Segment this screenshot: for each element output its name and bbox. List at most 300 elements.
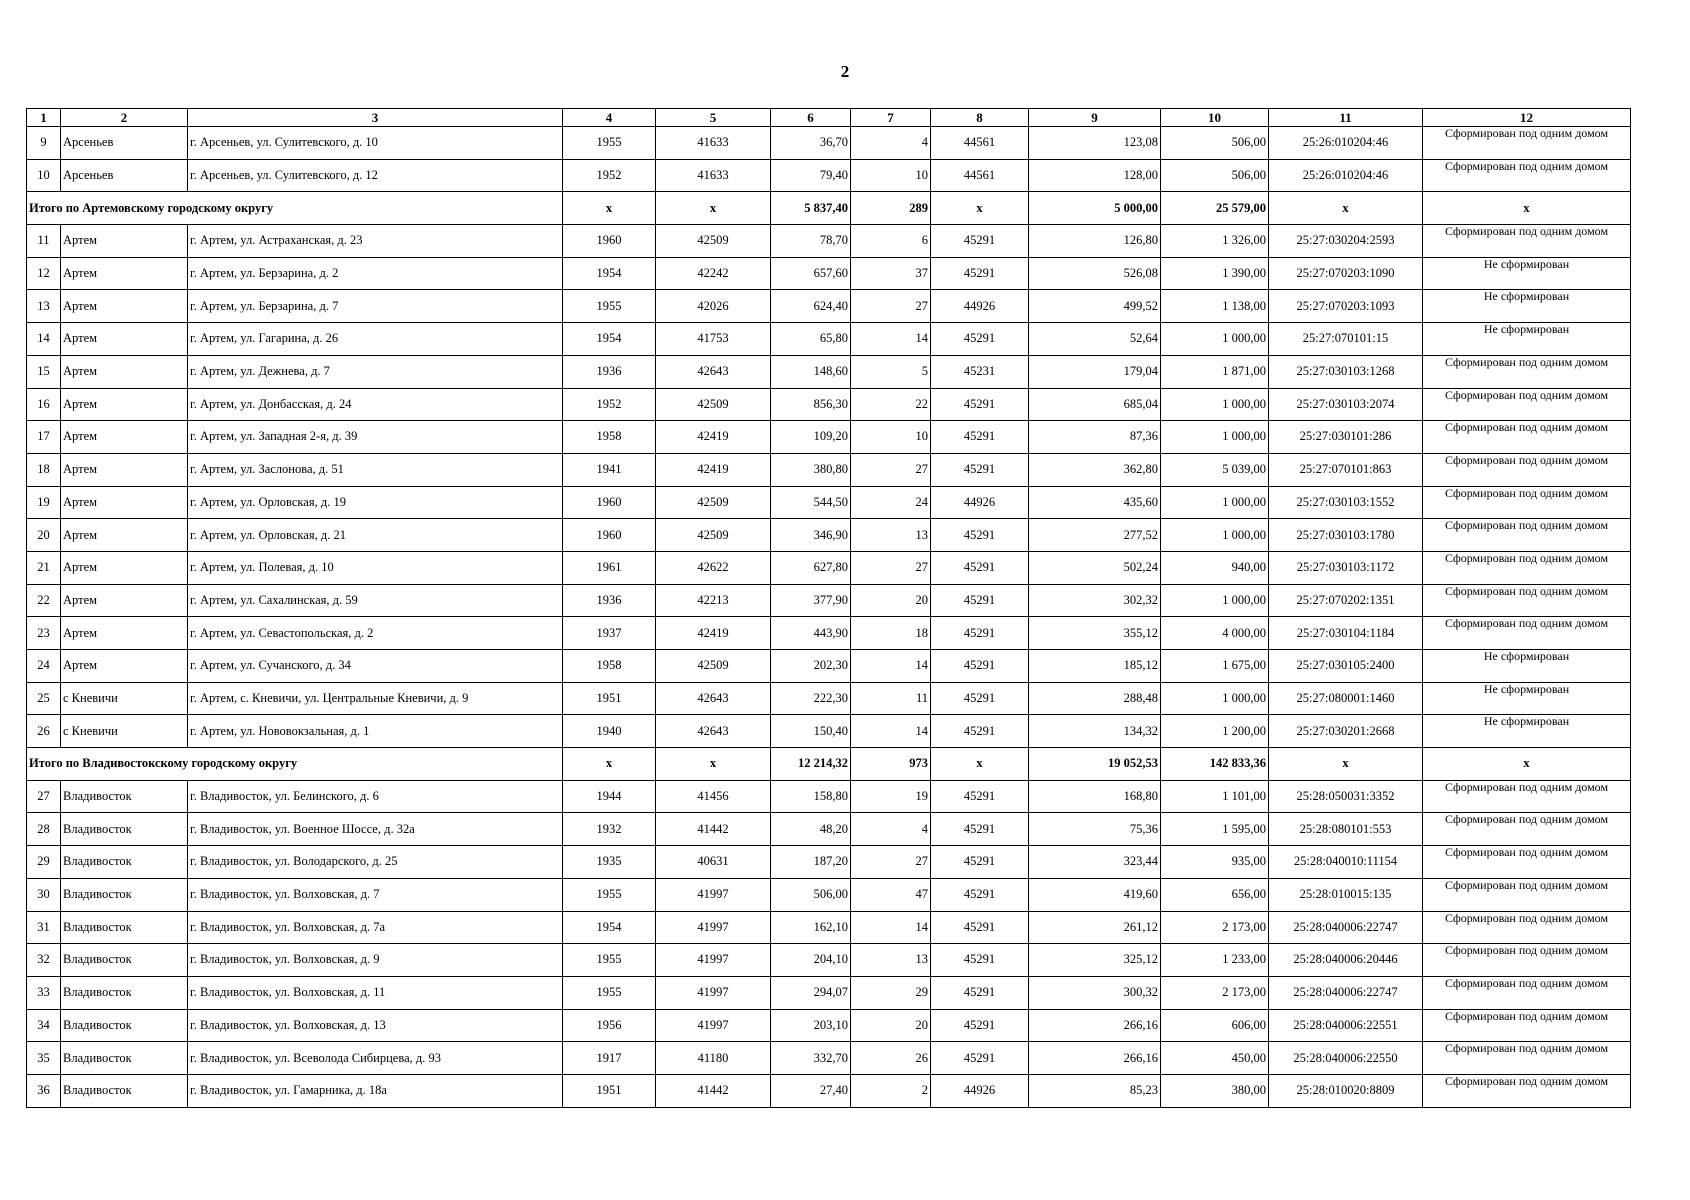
count-cell: 20: [851, 1009, 931, 1042]
date-code-cell: 41442: [656, 1074, 771, 1107]
year-built-cell: 1937: [563, 617, 656, 650]
value-10-cell: 1 595,00: [1161, 813, 1269, 846]
table-row: [27, 1009, 1631, 1042]
subtotal-cell: x: [931, 748, 1029, 781]
value-10-cell: 380,00: [1161, 1074, 1269, 1107]
row-number-cell: 17: [27, 421, 61, 454]
row-number-cell: 27: [27, 780, 61, 813]
value-10-cell: 1 000,00: [1161, 519, 1269, 552]
locality-cell: Артем: [61, 323, 188, 356]
date-code-2-cell: 44926: [931, 290, 1029, 323]
cadastral-number-cell: 25:27:030105:2400: [1269, 650, 1423, 683]
date-code-2-cell: 44561: [931, 159, 1029, 192]
date-code-2-cell: 45291: [931, 911, 1029, 944]
column-number-row: [27, 109, 1631, 127]
table-header: [27, 109, 1631, 127]
address-cell: г. Владивосток, ул. Волховская, д. 13: [188, 1009, 563, 1042]
date-code-2-cell: 45291: [931, 388, 1029, 421]
date-code-cell: 41753: [656, 323, 771, 356]
subtotal-cell: 25 579,00: [1161, 192, 1269, 225]
locality-cell: Артем: [61, 650, 188, 683]
locality-cell: Арсеньев: [61, 159, 188, 192]
area-cell: 346,90: [771, 519, 851, 552]
area-cell: 158,80: [771, 780, 851, 813]
area-cell: 187,20: [771, 846, 851, 879]
table-row: [27, 584, 1631, 617]
date-code-cell: 42643: [656, 355, 771, 388]
value-10-cell: 1 000,00: [1161, 682, 1269, 715]
date-code-cell: 41997: [656, 911, 771, 944]
table-body: [27, 127, 1631, 1108]
count-cell: 27: [851, 551, 931, 584]
subtotal-cell: x: [563, 192, 656, 225]
address-cell: г. Артем, ул. Заслонова, д. 51: [188, 453, 563, 486]
year-built-cell: 1960: [563, 486, 656, 519]
address-cell: г. Артем, ул. Нововокзальная, д. 1: [188, 715, 563, 748]
area-cell: 377,90: [771, 584, 851, 617]
row-number-cell: 34: [27, 1009, 61, 1042]
land-status-cell: Сформирован под одним домом: [1423, 976, 1631, 1009]
count-cell: 26: [851, 1042, 931, 1075]
table-row: [27, 551, 1631, 584]
value-10-cell: 606,00: [1161, 1009, 1269, 1042]
date-code-cell: 41997: [656, 878, 771, 911]
date-code-2-cell: 45291: [931, 878, 1029, 911]
year-built-cell: 1954: [563, 257, 656, 290]
locality-cell: Владивосток: [61, 944, 188, 977]
count-cell: 27: [851, 290, 931, 323]
locality-cell: Владивосток: [61, 1074, 188, 1107]
year-built-cell: 1935: [563, 846, 656, 879]
table-row: [27, 1074, 1631, 1107]
date-code-cell: 42509: [656, 225, 771, 258]
cadastral-number-cell: 25:27:070101:15: [1269, 323, 1423, 356]
land-status-cell: Не сформирован: [1423, 682, 1631, 715]
cadastral-number-cell: 25:27:030104:1184: [1269, 617, 1423, 650]
date-code-2-cell: 45291: [931, 682, 1029, 715]
value-9-cell: 435,60: [1029, 486, 1161, 519]
column-number-header: 9: [1029, 109, 1161, 127]
count-cell: 27: [851, 846, 931, 879]
count-cell: 37: [851, 257, 931, 290]
land-status-cell: Сформирован под одним домом: [1423, 846, 1631, 879]
land-status-cell: Сформирован под одним домом: [1423, 453, 1631, 486]
count-cell: 24: [851, 486, 931, 519]
date-code-2-cell: 45291: [931, 976, 1029, 1009]
area-cell: 443,90: [771, 617, 851, 650]
address-cell: г. Артем, ул. Донбасская, д. 24: [188, 388, 563, 421]
count-cell: 4: [851, 813, 931, 846]
address-cell: г. Артем, ул. Берзарина, д. 2: [188, 257, 563, 290]
value-9-cell: 499,52: [1029, 290, 1161, 323]
table-row: [27, 519, 1631, 552]
value-9-cell: 266,16: [1029, 1009, 1161, 1042]
value-10-cell: 1 000,00: [1161, 388, 1269, 421]
year-built-cell: 1961: [563, 551, 656, 584]
table-row: [27, 159, 1631, 192]
row-number-cell: 9: [27, 127, 61, 160]
row-number-cell: 35: [27, 1042, 61, 1075]
cadastral-number-cell: 25:27:030103:1552: [1269, 486, 1423, 519]
count-cell: 18: [851, 617, 931, 650]
land-status-cell: Сформирован под одним домом: [1423, 1009, 1631, 1042]
address-cell: г. Артем, ул. Сучанского, д. 34: [188, 650, 563, 683]
table-row: [27, 682, 1631, 715]
count-cell: 2: [851, 1074, 931, 1107]
address-cell: г. Владивосток, ул. Волховская, д. 7а: [188, 911, 563, 944]
date-code-cell: 41997: [656, 944, 771, 977]
date-code-cell: 42509: [656, 519, 771, 552]
year-built-cell: 1956: [563, 1009, 656, 1042]
value-9-cell: 123,08: [1029, 127, 1161, 160]
cadastral-number-cell: 25:27:030101:286: [1269, 421, 1423, 454]
cadastral-number-cell: 25:27:030103:1780: [1269, 519, 1423, 552]
table-row: [27, 911, 1631, 944]
year-built-cell: 1944: [563, 780, 656, 813]
date-code-cell: 42026: [656, 290, 771, 323]
count-cell: 14: [851, 650, 931, 683]
land-status-cell: Сформирован под одним домом: [1423, 1074, 1631, 1107]
land-status-cell: Не сформирован: [1423, 323, 1631, 356]
count-cell: 14: [851, 323, 931, 356]
row-number-cell: 13: [27, 290, 61, 323]
address-cell: г. Владивосток, ул. Всеволода Сибирцева, д. 93: [188, 1042, 563, 1075]
value-10-cell: 1 233,00: [1161, 944, 1269, 977]
value-10-cell: 1 326,00: [1161, 225, 1269, 258]
page-number: 2: [840, 62, 850, 81]
locality-cell: Владивосток: [61, 1042, 188, 1075]
address-cell: г. Артем, ул. Дежнева, д. 7: [188, 355, 563, 388]
land-status-cell: Сформирован под одним домом: [1423, 421, 1631, 454]
address-cell: г. Арсеньев, ул. Сулитевского, д. 10: [188, 127, 563, 160]
column-number-header: 8: [931, 109, 1029, 127]
date-code-2-cell: 45291: [931, 715, 1029, 748]
date-code-cell: 42509: [656, 650, 771, 683]
subtotal-cell: x: [656, 192, 771, 225]
date-code-cell: 42419: [656, 421, 771, 454]
cadastral-number-cell: 25:27:030204:2593: [1269, 225, 1423, 258]
row-number-cell: 16: [27, 388, 61, 421]
address-cell: г. Арсеньев, ул. Сулитевского, д. 12: [188, 159, 563, 192]
area-cell: 202,30: [771, 650, 851, 683]
row-number-cell: 23: [27, 617, 61, 650]
date-code-2-cell: 44926: [931, 1074, 1029, 1107]
subtotal-row: [27, 192, 1631, 225]
subtotal-cell: 19 052,53: [1029, 748, 1161, 781]
year-built-cell: 1951: [563, 682, 656, 715]
cadastral-number-cell: 25:27:030103:1172: [1269, 551, 1423, 584]
value-10-cell: 2 173,00: [1161, 911, 1269, 944]
year-built-cell: 1954: [563, 911, 656, 944]
date-code-2-cell: 45291: [931, 780, 1029, 813]
table-row: [27, 1042, 1631, 1075]
year-built-cell: 1954: [563, 323, 656, 356]
cadastral-number-cell: 25:28:040006:22747: [1269, 911, 1423, 944]
land-status-cell: Сформирован под одним домом: [1423, 780, 1631, 813]
value-9-cell: 277,52: [1029, 519, 1161, 552]
value-9-cell: 323,44: [1029, 846, 1161, 879]
locality-cell: Артем: [61, 290, 188, 323]
row-number-cell: 20: [27, 519, 61, 552]
address-cell: г. Владивосток, ул. Волховская, д. 11: [188, 976, 563, 1009]
subtotal-cell: x: [931, 192, 1029, 225]
row-number-cell: 11: [27, 225, 61, 258]
row-number-cell: 22: [27, 584, 61, 617]
value-10-cell: 2 173,00: [1161, 976, 1269, 1009]
land-status-cell: Сформирован под одним домом: [1423, 225, 1631, 258]
locality-cell: с Кневичи: [61, 715, 188, 748]
land-status-cell: Сформирован под одним домом: [1423, 127, 1631, 160]
value-9-cell: 685,04: [1029, 388, 1161, 421]
locality-cell: Артем: [61, 225, 188, 258]
value-10-cell: 940,00: [1161, 551, 1269, 584]
cadastral-number-cell: 25:28:040006:22550: [1269, 1042, 1423, 1075]
year-built-cell: 1955: [563, 127, 656, 160]
date-code-2-cell: 45291: [931, 225, 1029, 258]
count-cell: 4: [851, 127, 931, 160]
cadastral-number-cell: 25:27:070203:1093: [1269, 290, 1423, 323]
table-row: [27, 878, 1631, 911]
value-9-cell: 179,04: [1029, 355, 1161, 388]
row-number-cell: 29: [27, 846, 61, 879]
column-number-header: 7: [851, 109, 931, 127]
date-code-2-cell: 45291: [931, 421, 1029, 454]
table-row: [27, 421, 1631, 454]
date-code-2-cell: 45231: [931, 355, 1029, 388]
land-status-cell: Сформирован под одним домом: [1423, 1042, 1631, 1075]
date-code-2-cell: 44561: [931, 127, 1029, 160]
address-cell: г. Артем, ул. Полевая, д. 10: [188, 551, 563, 584]
cadastral-number-cell: 25:28:080101:553: [1269, 813, 1423, 846]
table-row: [27, 813, 1631, 846]
cadastral-number-cell: 25:27:030201:2668: [1269, 715, 1423, 748]
year-built-cell: 1958: [563, 650, 656, 683]
value-9-cell: 168,80: [1029, 780, 1161, 813]
value-10-cell: 4 000,00: [1161, 617, 1269, 650]
year-built-cell: 1952: [563, 159, 656, 192]
date-code-2-cell: 45291: [931, 257, 1029, 290]
year-built-cell: 1960: [563, 225, 656, 258]
area-cell: 148,60: [771, 355, 851, 388]
subtotal-cell: x: [656, 748, 771, 781]
date-code-2-cell: 44926: [931, 486, 1029, 519]
count-cell: 47: [851, 878, 931, 911]
subtotal-label: Итого по Владивостокскому городскому округу: [27, 748, 563, 781]
area-cell: 79,40: [771, 159, 851, 192]
address-cell: г. Владивосток, ул. Военное Шоссе, д. 32а: [188, 813, 563, 846]
land-status-cell: Сформирован под одним домом: [1423, 519, 1631, 552]
value-9-cell: 75,36: [1029, 813, 1161, 846]
year-built-cell: 1960: [563, 519, 656, 552]
land-status-cell: Не сформирован: [1423, 290, 1631, 323]
locality-cell: Владивосток: [61, 780, 188, 813]
address-cell: г. Артем, с. Кневичи, ул. Центральные Кневичи, д. 9: [188, 682, 563, 715]
cadastral-number-cell: 25:28:050031:3352: [1269, 780, 1423, 813]
table-row: [27, 127, 1631, 160]
value-9-cell: 502,24: [1029, 551, 1161, 584]
locality-cell: Артем: [61, 551, 188, 584]
land-status-cell: Сформирован под одним домом: [1423, 617, 1631, 650]
value-9-cell: 302,32: [1029, 584, 1161, 617]
row-number-cell: 12: [27, 257, 61, 290]
address-cell: г. Владивосток, ул. Володарского, д. 25: [188, 846, 563, 879]
subtotal-cell: x: [563, 748, 656, 781]
column-number-header: 6: [771, 109, 851, 127]
locality-cell: с Кневичи: [61, 682, 188, 715]
row-number-cell: 19: [27, 486, 61, 519]
value-9-cell: 355,12: [1029, 617, 1161, 650]
year-built-cell: 1936: [563, 584, 656, 617]
subtotal-cell: 5 837,40: [771, 192, 851, 225]
table-row: [27, 388, 1631, 421]
land-status-cell: Не сформирован: [1423, 257, 1631, 290]
row-number-cell: 32: [27, 944, 61, 977]
count-cell: 13: [851, 944, 931, 977]
cadastral-number-cell: 25:28:040006:20446: [1269, 944, 1423, 977]
table-row: [27, 323, 1631, 356]
address-cell: г. Артем, ул. Сахалинская, д. 59: [188, 584, 563, 617]
year-built-cell: 1932: [563, 813, 656, 846]
date-code-2-cell: 45291: [931, 846, 1029, 879]
area-cell: 544,50: [771, 486, 851, 519]
count-cell: 14: [851, 715, 931, 748]
column-number-header: 12: [1423, 109, 1631, 127]
value-9-cell: 288,48: [1029, 682, 1161, 715]
value-10-cell: 1 000,00: [1161, 486, 1269, 519]
subtotal-cell: 289: [851, 192, 931, 225]
table-row: [27, 650, 1631, 683]
area-cell: 506,00: [771, 878, 851, 911]
column-number-header: 1: [27, 109, 61, 127]
address-cell: г. Артем, ул. Орловская, д. 19: [188, 486, 563, 519]
table-row: [27, 225, 1631, 258]
cadastral-number-cell: 25:28:040006:22551: [1269, 1009, 1423, 1042]
row-number-cell: 24: [27, 650, 61, 683]
column-number-header: 3: [188, 109, 563, 127]
year-built-cell: 1955: [563, 290, 656, 323]
date-code-2-cell: 45291: [931, 1042, 1029, 1075]
count-cell: 29: [851, 976, 931, 1009]
locality-cell: Артем: [61, 453, 188, 486]
cadastral-number-cell: 25:28:010020:8809: [1269, 1074, 1423, 1107]
address-cell: г. Артем, ул. Западная 2-я, д. 39: [188, 421, 563, 454]
area-cell: 204,10: [771, 944, 851, 977]
value-10-cell: 1 000,00: [1161, 584, 1269, 617]
area-cell: 36,70: [771, 127, 851, 160]
locality-cell: Артем: [61, 388, 188, 421]
row-number-cell: 31: [27, 911, 61, 944]
land-status-cell: Сформирован под одним домом: [1423, 355, 1631, 388]
table-row: [27, 715, 1631, 748]
address-cell: г. Артем, ул. Астраханская, д. 23: [188, 225, 563, 258]
date-code-2-cell: 45291: [931, 519, 1029, 552]
value-9-cell: 300,32: [1029, 976, 1161, 1009]
locality-cell: Артем: [61, 486, 188, 519]
count-cell: 13: [851, 519, 931, 552]
date-code-cell: 40631: [656, 846, 771, 879]
table-row: [27, 453, 1631, 486]
date-code-cell: 42419: [656, 453, 771, 486]
value-10-cell: 656,00: [1161, 878, 1269, 911]
address-cell: г. Владивосток, ул. Волховская, д. 9: [188, 944, 563, 977]
area-cell: 856,30: [771, 388, 851, 421]
address-cell: г. Владивосток, ул. Белинского, д. 6: [188, 780, 563, 813]
land-status-cell: Сформирован под одним домом: [1423, 551, 1631, 584]
year-built-cell: 1952: [563, 388, 656, 421]
value-9-cell: 126,80: [1029, 225, 1161, 258]
table-row: [27, 944, 1631, 977]
land-status-cell: Сформирован под одним домом: [1423, 813, 1631, 846]
date-code-cell: 42509: [656, 486, 771, 519]
area-cell: 78,70: [771, 225, 851, 258]
land-status-cell: Сформирован под одним домом: [1423, 486, 1631, 519]
date-code-cell: 42643: [656, 682, 771, 715]
date-code-2-cell: 45291: [931, 1009, 1029, 1042]
count-cell: 6: [851, 225, 931, 258]
value-10-cell: 506,00: [1161, 127, 1269, 160]
value-9-cell: 52,64: [1029, 323, 1161, 356]
count-cell: 10: [851, 159, 931, 192]
locality-cell: Владивосток: [61, 911, 188, 944]
date-code-2-cell: 45291: [931, 944, 1029, 977]
table-row: [27, 355, 1631, 388]
date-code-2-cell: 45291: [931, 617, 1029, 650]
row-number-cell: 18: [27, 453, 61, 486]
area-cell: 162,10: [771, 911, 851, 944]
count-cell: 14: [851, 911, 931, 944]
area-cell: 65,80: [771, 323, 851, 356]
value-9-cell: 87,36: [1029, 421, 1161, 454]
locality-cell: Артем: [61, 355, 188, 388]
date-code-2-cell: 45291: [931, 551, 1029, 584]
land-status-cell: Сформирован под одним домом: [1423, 911, 1631, 944]
date-code-cell: 42622: [656, 551, 771, 584]
address-cell: г. Владивосток, ул. Гамарника, д. 18а: [188, 1074, 563, 1107]
date-code-2-cell: 45291: [931, 453, 1029, 486]
locality-cell: Владивосток: [61, 976, 188, 1009]
subtotal-cell: x: [1269, 192, 1423, 225]
value-10-cell: 1 200,00: [1161, 715, 1269, 748]
table-row: [27, 780, 1631, 813]
subtotal-cell: 973: [851, 748, 931, 781]
date-code-2-cell: 45291: [931, 813, 1029, 846]
count-cell: 10: [851, 421, 931, 454]
count-cell: 27: [851, 453, 931, 486]
year-built-cell: 1941: [563, 453, 656, 486]
column-number-header: 11: [1269, 109, 1423, 127]
table-row: [27, 257, 1631, 290]
subtotal-label: Итого по Артемовскому городскому округу: [27, 192, 563, 225]
cadastral-number-cell: 25:27:030103:2074: [1269, 388, 1423, 421]
column-number-header: 10: [1161, 109, 1269, 127]
cadastral-number-cell: 25:26:010204:46: [1269, 127, 1423, 160]
table-row: [27, 486, 1631, 519]
cadastral-number-cell: 25:27:070203:1090: [1269, 257, 1423, 290]
area-cell: 294,07: [771, 976, 851, 1009]
count-cell: 11: [851, 682, 931, 715]
value-10-cell: 1 101,00: [1161, 780, 1269, 813]
year-built-cell: 1936: [563, 355, 656, 388]
land-status-cell: Не сформирован: [1423, 715, 1631, 748]
count-cell: 20: [851, 584, 931, 617]
row-number-cell: 21: [27, 551, 61, 584]
cadastral-number-cell: 25:27:080001:1460: [1269, 682, 1423, 715]
date-code-cell: 41997: [656, 976, 771, 1009]
subtotal-cell: 142 833,36: [1161, 748, 1269, 781]
cadastral-number-cell: 25:28:040006:22747: [1269, 976, 1423, 1009]
value-10-cell: 935,00: [1161, 846, 1269, 879]
row-number-cell: 25: [27, 682, 61, 715]
